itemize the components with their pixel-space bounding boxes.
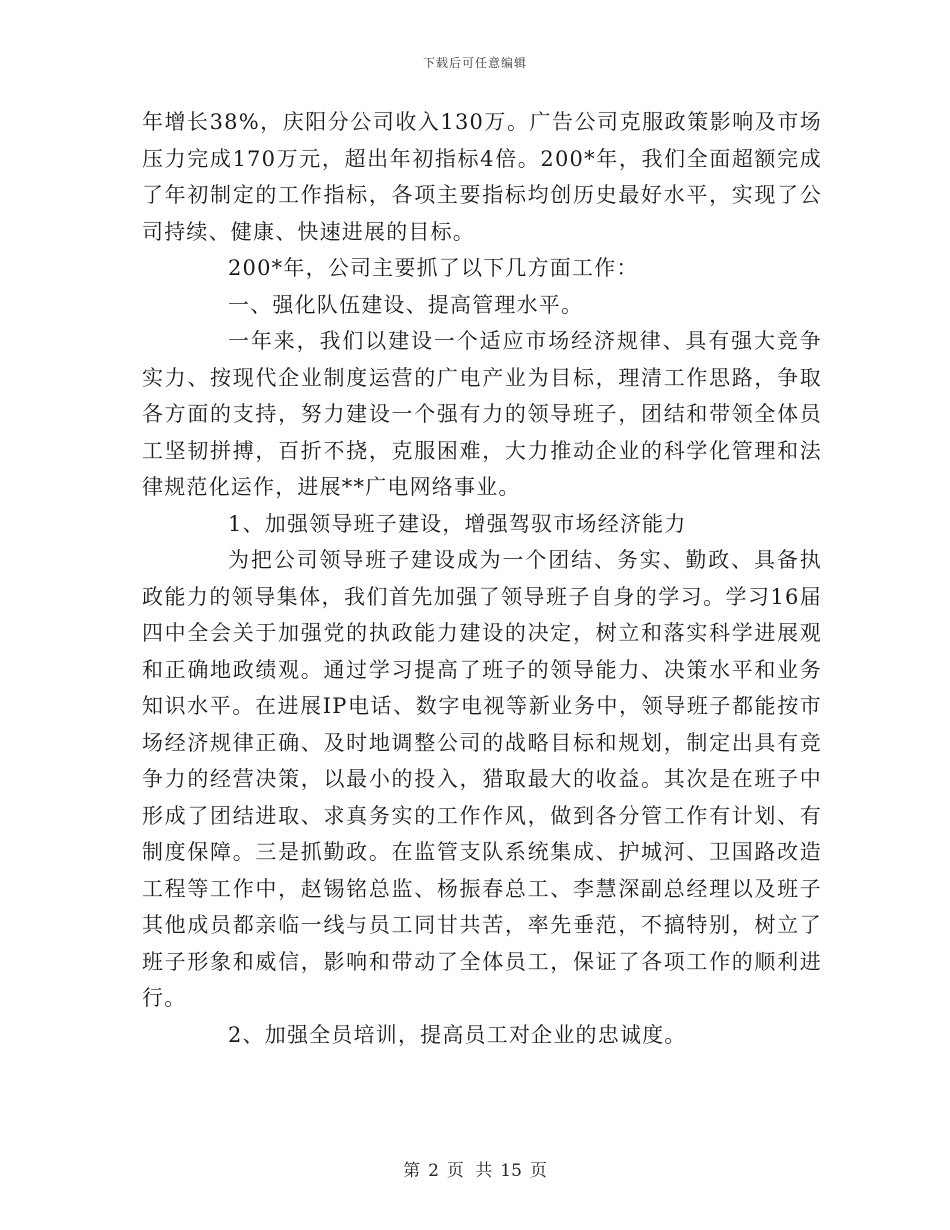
footer-middle: 页 共: [446, 1161, 493, 1181]
subheading-1: 1、加强领导班子建设，增强驾驭市场经济能力: [228, 511, 687, 536]
footer-total-pages: 15: [500, 1161, 522, 1181]
footer-prefix: 第: [403, 1161, 421, 1181]
paragraph-continuation: 年增长38%，庆阳分公司收入130万。广告公司克服政策影响及市场压力完成170万元，超出年初指标4倍。200*年，我们全面超额完成了年初制定的工作指标，各项主要指标均创历史最好水平，实现了公司持续、健康、快速进展的目标。: [142, 110, 822, 244]
paragraph-section-1: 一年来，我们以建设一个适应市场经济规律、具有强大竞争实力、按现代企业制度运营的广电产业为目标，理清工作思路，争取各方面的支持，努力建设一个强有力的领导班子，团结和带领全体员工坚韧拼搏，百折不挠，克服困难，大力推动企业的科学化管理和法律规范化运作，进展**广电网络事业。: [142, 329, 822, 499]
section-heading-1: 一、强化队伍建设、提高管理水平。: [228, 292, 584, 317]
page-footer: [0, 1156, 950, 1181]
footer-page-number: 2: [428, 1161, 439, 1181]
paragraph-work-intro: 200*年，公司主要抓了以下几方面工作：: [228, 256, 639, 280]
document-body: [142, 104, 822, 1053]
subheading-2: 2、加强全员培训，提高员工对企业的忠诚度。: [228, 1022, 687, 1047]
paragraph-subsection-1: 为把公司领导班子建设成为一个团结、务实、勤政、具备执政能力的领导集体，我们首先加强了领导班子自身的学习。学习16届四中全会关于加强党的执政能力建设的决定，树立和落实科学进展观和正确地政绩观。通过学习提高了班子的领导能力、决策水平和业务知识水平。在进展IP电话、数字电视等新业务中，领导班子都能按市场经济规律正确、及时地调整公司的战略目标和规划，制定出具有竞争力的经营决策，以最小的投入，猎取最大的收益。其次是在班子中形成了团结进取、求真务实的工作作风，做到各分管工作有计划、有制度保障。三是抓勤政。在监管支队系统集成、护城河、卫国路改造工程等工作中，赵锡铭总监、杨振春总工、李慧深副总经理以及班子其他成员都亲临一线与员工同甘共苦，率先垂范，不搞特别，树立了班子形象和威信，影响和带动了全体员工，保证了各项工作的顺利进行。: [142, 548, 822, 1010]
footer-suffix: 页: [529, 1161, 547, 1181]
page-header: 下载后可任意编辑: [422, 56, 527, 70]
